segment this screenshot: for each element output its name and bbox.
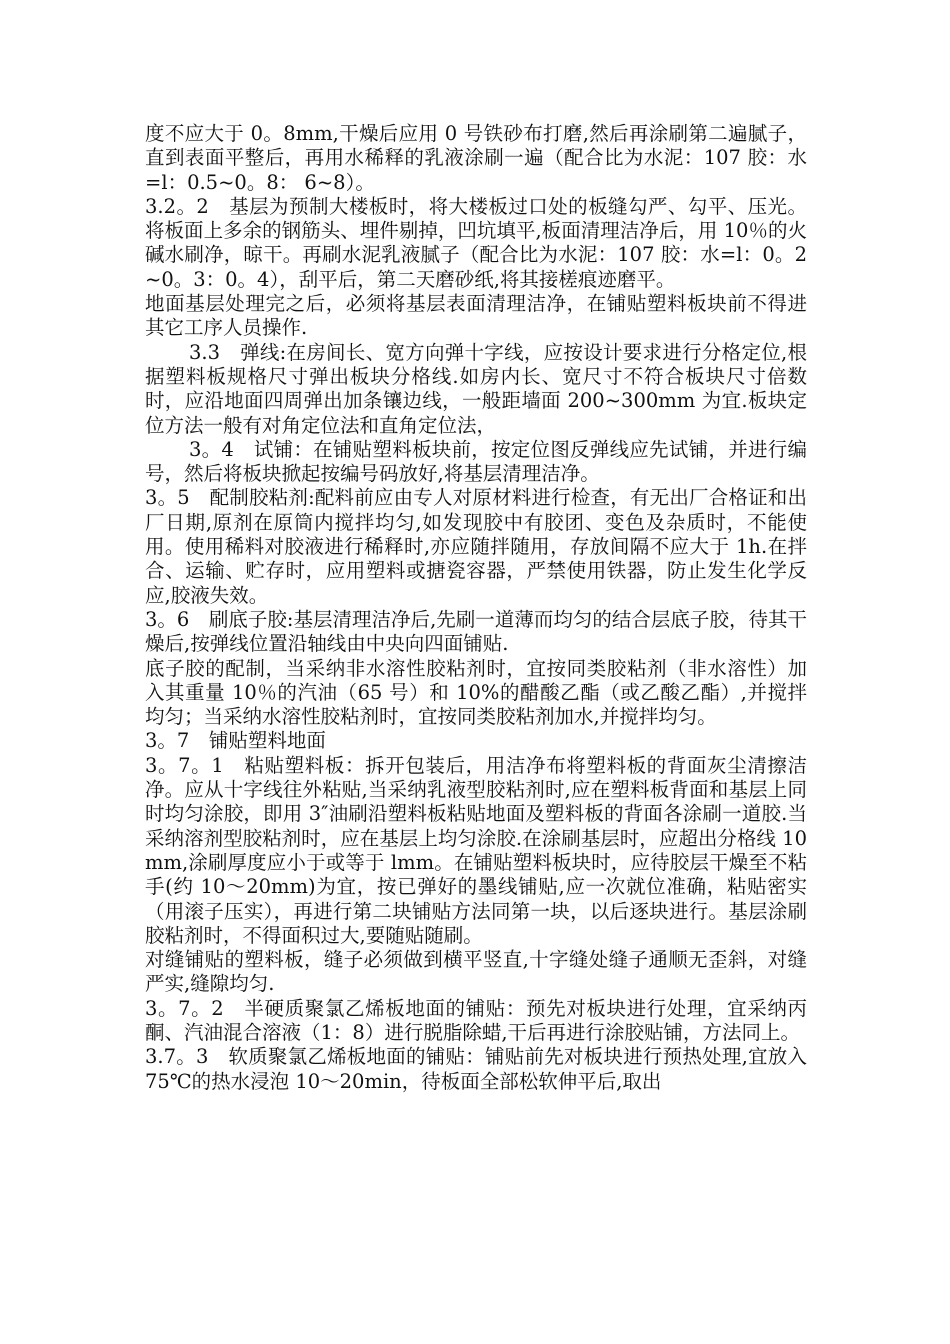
- paragraph-base-cleaning: 地面基层处理完之后，必须将基层表面清理洁净，在铺贴塑料板块前不得进其它工序人员操作.: [145, 292, 807, 340]
- paragraph-section-3-3: 3.3 弹线:在房间长、宽方向弹十字线，应按设计要求进行分格定位,根据塑料板规格尺寸弹出板块分格线.如房内长、宽尺寸不符合板块尺寸倍数时，应沿地面四周弹出加条镶边线，一般距墙面 200~300mm 为宜.板块定位方法一般有对角定位法和直角定位法，: [145, 340, 807, 437]
- paragraph-section-3-6: 3。6 刷底子胶:基层清理洁净后,先刷一道薄而均匀的结合层底子胶，待其干燥后,按弹线位置沿轴线由中央向四面铺贴.: [145, 607, 807, 656]
- paragraph-seam-alignment: 对缝铺贴的塑料板，缝子必须做到横平竖直,十字缝处缝子通顺无歪斜，对缝严实,缝隙均匀.: [145, 948, 807, 996]
- document-body: [145, 122, 814, 1094]
- paragraph-section-3-2-2: 3.2。2 基层为预制大楼板时，将大楼板过口处的板缝勾严、勾平、压光。将板面上多余的钢筋头、埋件剔掉，凹坑填平,板面清理洁净后，用 10％的火碱水刷净，晾干。再刷水泥乳液腻子（配合比为水泥：107 胶：水=l：0。2~0。3：0。4），刮平后，第二天磨砂纸,将其接槎痕迹磨平。: [145, 194, 807, 291]
- section-heading-3-7: 3。7 铺贴塑料地面: [145, 729, 326, 753]
- paragraph-primer-continuation: 度不应大于 0。8mm,干燥后应用 0 号铁砂布打磨,然后再涂刷第二遍腻子，直到表面平整后，再用水稀释的乳液涂刷一遍（配合比为水泥：107 胶：水=l：0.5~0。8： 6~8）。: [145, 122, 807, 194]
- paragraph-section-3-7-2: 3。7。2 半硬质聚氯乙烯板地面的铺贴：预先对板块进行处理，宜采纳丙酮、汽油混合溶液（1：8）进行脱脂除蜡,干后再进行涂胶贴铺，方法同上。: [145, 996, 807, 1044]
- paragraph-primer-mixing: 底子胶的配制，当采纳非水溶性胶粘剂时，宜按同类胶粘剂（非水溶性）加入其重量 10％的汽油（65 号）和 10%的醋酸乙酯（或乙酸乙酯）,并搅拌均匀；当采纳水溶性胶粘剂时，宜按同类胶粘剂加水,并搅拌均匀。: [145, 656, 807, 729]
- paragraph-section-3-7-3: 3.7。3 软质聚氯乙烯板地面的铺贴：铺贴前先对板块进行预热处理,宜放入 75℃的热水浸泡 10～20min，待板面全部松软伸平后,取出: [145, 1045, 814, 1093]
- paragraph-section-3-7-1: 3。7。1 粘贴塑料板：拆开包装后，用洁净布将塑料板的背面灰尘清擦洁净。应从十字线往外粘贴,当采纳乳液型胶粘剂时,应在塑料板背面和基层上同时均匀涂胶，即用 3″油刷沿塑料板粘贴地面及塑料板的背面各涂刷一道胶.当采纳溶剂型胶粘剂时，应在基层上均匀涂胶.在涂刷基层时，应超出分格线 10mm,涂刷厚度应小于或等于 lmm。在铺贴塑料板块时，应待胶层干燥至不粘手(约 10～20mm)为宜，按已弹好的墨线铺贴,应一次就位准确，粘贴密实（用滚子压实），再进行第二块铺贴方法同第一块，以后逐块进行。基层涂刷胶粘剂时，不得面积过大,要随贴随刷。: [145, 753, 807, 947]
- paragraph-section-3-4: 3。4 试铺：在铺贴塑料板块前，按定位图反弹线应先试铺，并进行编号，然后将板块掀起按编号码放好,将基层清理洁净。: [145, 437, 807, 486]
- paragraph-section-3-5: 3。5 配制胶粘剂:配料前应由专人对原材料进行检查，有无出厂合格证和出厂日期,原剂在原筒内搅拌均匀,如发现胶中有胶团、变色及杂质时，不能使用。使用稀料对胶液进行稀释时,亦应随拌随用，存放间隔不应大于 1h.在拌合、运输、贮存时，应用塑料或搪瓷容器，严禁使用铁器，防止发生化学反应,胶液失效。: [145, 486, 807, 607]
